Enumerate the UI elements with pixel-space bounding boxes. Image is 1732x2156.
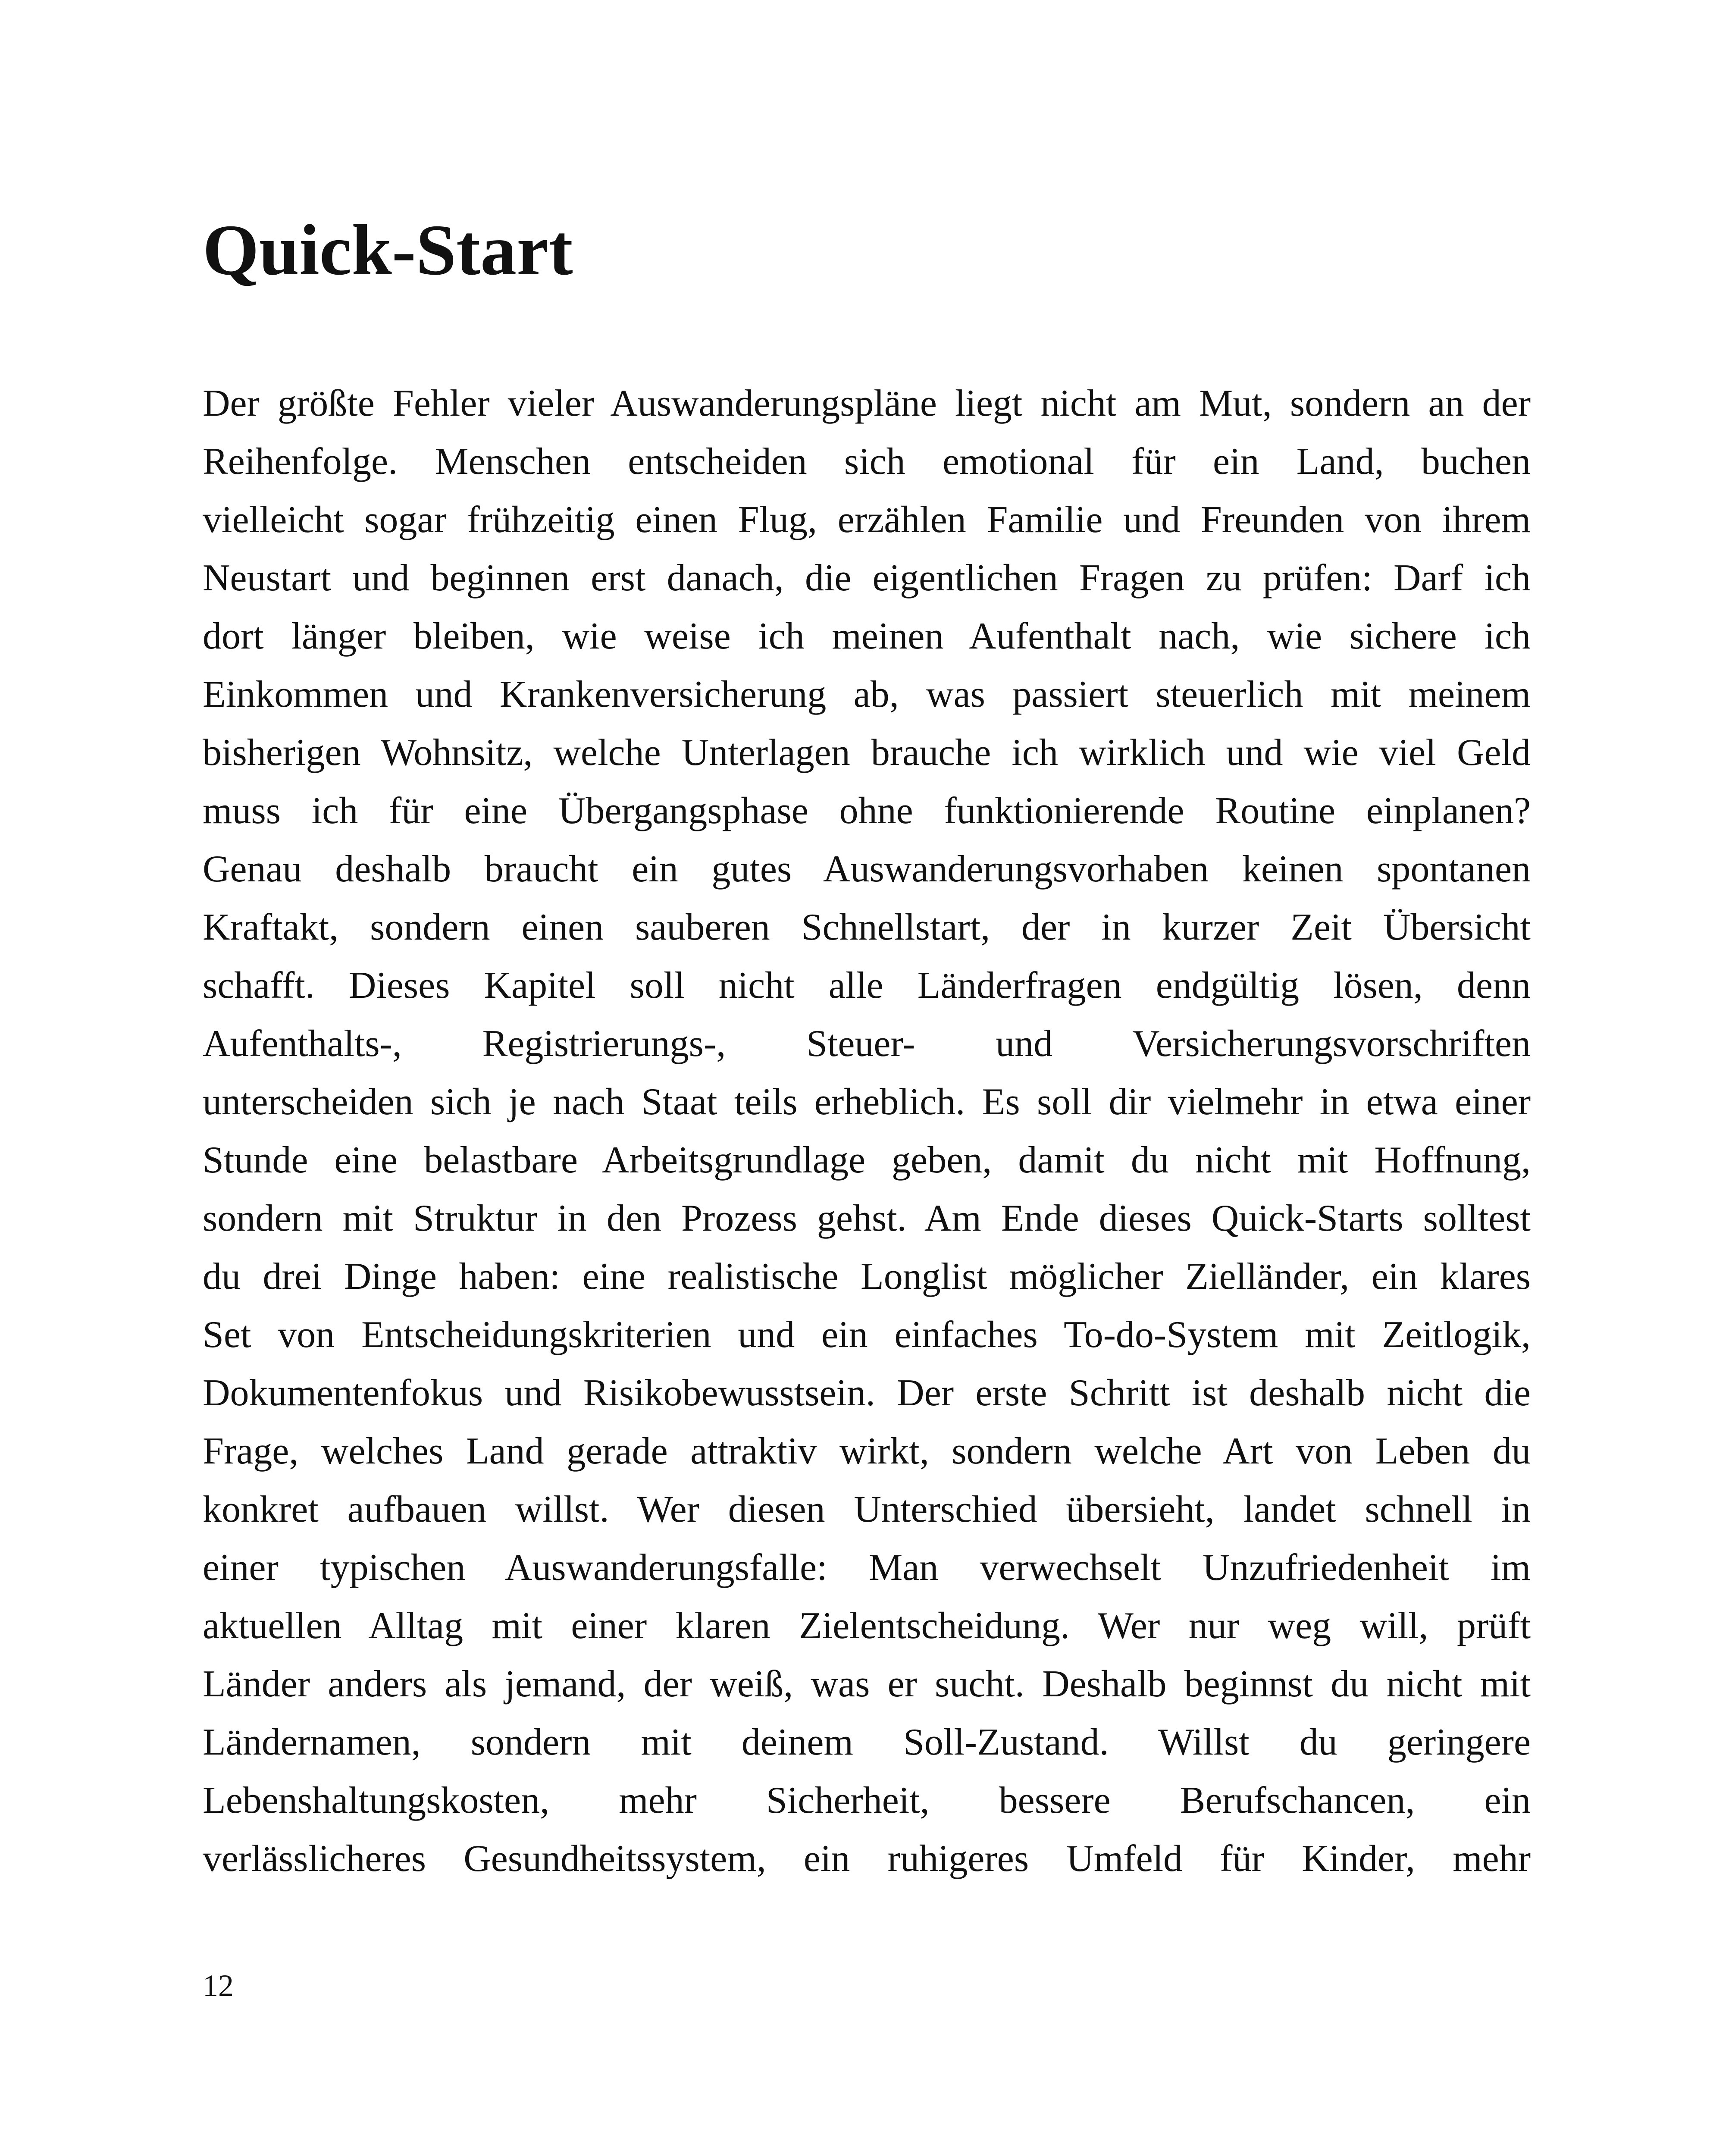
text-line: verlässlicheres Gesundheitssystem, ein ruhigeres Umfeld für Kinder, mehr — [203, 1838, 1531, 1880]
text-line: Lebenshaltungskosten, mehr Sicherheit, bessere Berufschancen, ein — [203, 1780, 1531, 1821]
text-line: Länder anders als jemand, der weiß, was er sucht. Deshalb beginnst du nicht mit — [203, 1663, 1531, 1705]
text-line: Ländernamen, sondern mit deinem Soll-Zustand. Willst du geringere — [203, 1721, 1531, 1763]
text-line: Der größte Fehler vieler Auswanderungspläne liegt nicht am Mut, sondern an der — [203, 382, 1531, 424]
text-line: unterscheiden sich je nach Staat teils erheblich. Es soll dir vielmehr in etwa einer — [203, 1081, 1531, 1123]
text-line: Genau deshalb braucht ein gutes Auswanderungsvorhaben keinen spontanen — [203, 848, 1531, 890]
text-line: Einkommen und Krankenversicherung ab, was passiert steuerlich mit meinem — [203, 674, 1531, 715]
text-line: dort länger bleiben, wie weise ich meinen Aufenthalt nach, wie sichere ich — [203, 615, 1531, 657]
text-line: Set von Entscheidungskriterien und ein einfaches To-do-System mit Zeitlogik, — [203, 1314, 1531, 1356]
text-line: du drei Dinge haben: eine realistische Longlist möglicher Zielländer, ein klares — [203, 1256, 1531, 1297]
chapter-title: Quick-Start — [203, 210, 573, 290]
page-number: 12 — [203, 1968, 234, 2003]
text-line: schafft. Dieses Kapitel soll nicht alle Länderfragen endgültig lösen, denn — [203, 965, 1531, 1006]
text-line: vielleicht sogar frühzeitig einen Flug, erzählen Familie und Freunden von ihrem — [203, 499, 1531, 541]
text-line: konkret aufbauen willst. Wer diesen Unterschied übersieht, landet schnell in — [203, 1489, 1531, 1530]
text-line: muss ich für eine Übergangsphase ohne funktionierende Routine einplanen? — [203, 790, 1531, 832]
text-line: Kraftakt, sondern einen sauberen Schnellstart, der in kurzer Zeit Übersicht — [203, 906, 1531, 948]
text-line: Dokumentenfokus und Risikobewusstsein. Der erste Schritt ist deshalb nicht die — [203, 1372, 1531, 1414]
text-line: Frage, welches Land gerade attraktiv wirkt, sondern welche Art von Leben du — [203, 1430, 1531, 1472]
text-line: Neustart und beginnen erst danach, die eigentlichen Fragen zu prüfen: Darf ich — [203, 557, 1531, 599]
text-line: Reihenfolge. Menschen entscheiden sich emotional für ein Land, buchen — [203, 441, 1531, 483]
body-paragraph — [203, 374, 1531, 1888]
text-line: Stunde eine belastbare Arbeitsgrundlage geben, damit du nicht mit Hoffnung, — [203, 1139, 1531, 1181]
text-line: bisherigen Wohnsitz, welche Unterlagen brauche ich wirklich und wie viel Geld — [203, 732, 1531, 774]
text-line: Aufenthalts-, Registrierungs-, Steuer- und Versicherungsvorschriften — [203, 1023, 1531, 1065]
text-line: einer typischen Auswanderungsfalle: Man verwechselt Unzufriedenheit im — [203, 1547, 1531, 1589]
text-line: sondern mit Struktur in den Prozess gehst. Am Ende dieses Quick-Starts solltest — [203, 1197, 1531, 1239]
text-line: aktuellen Alltag mit einer klaren Zielentscheidung. Wer nur weg will, prüft — [203, 1605, 1531, 1647]
